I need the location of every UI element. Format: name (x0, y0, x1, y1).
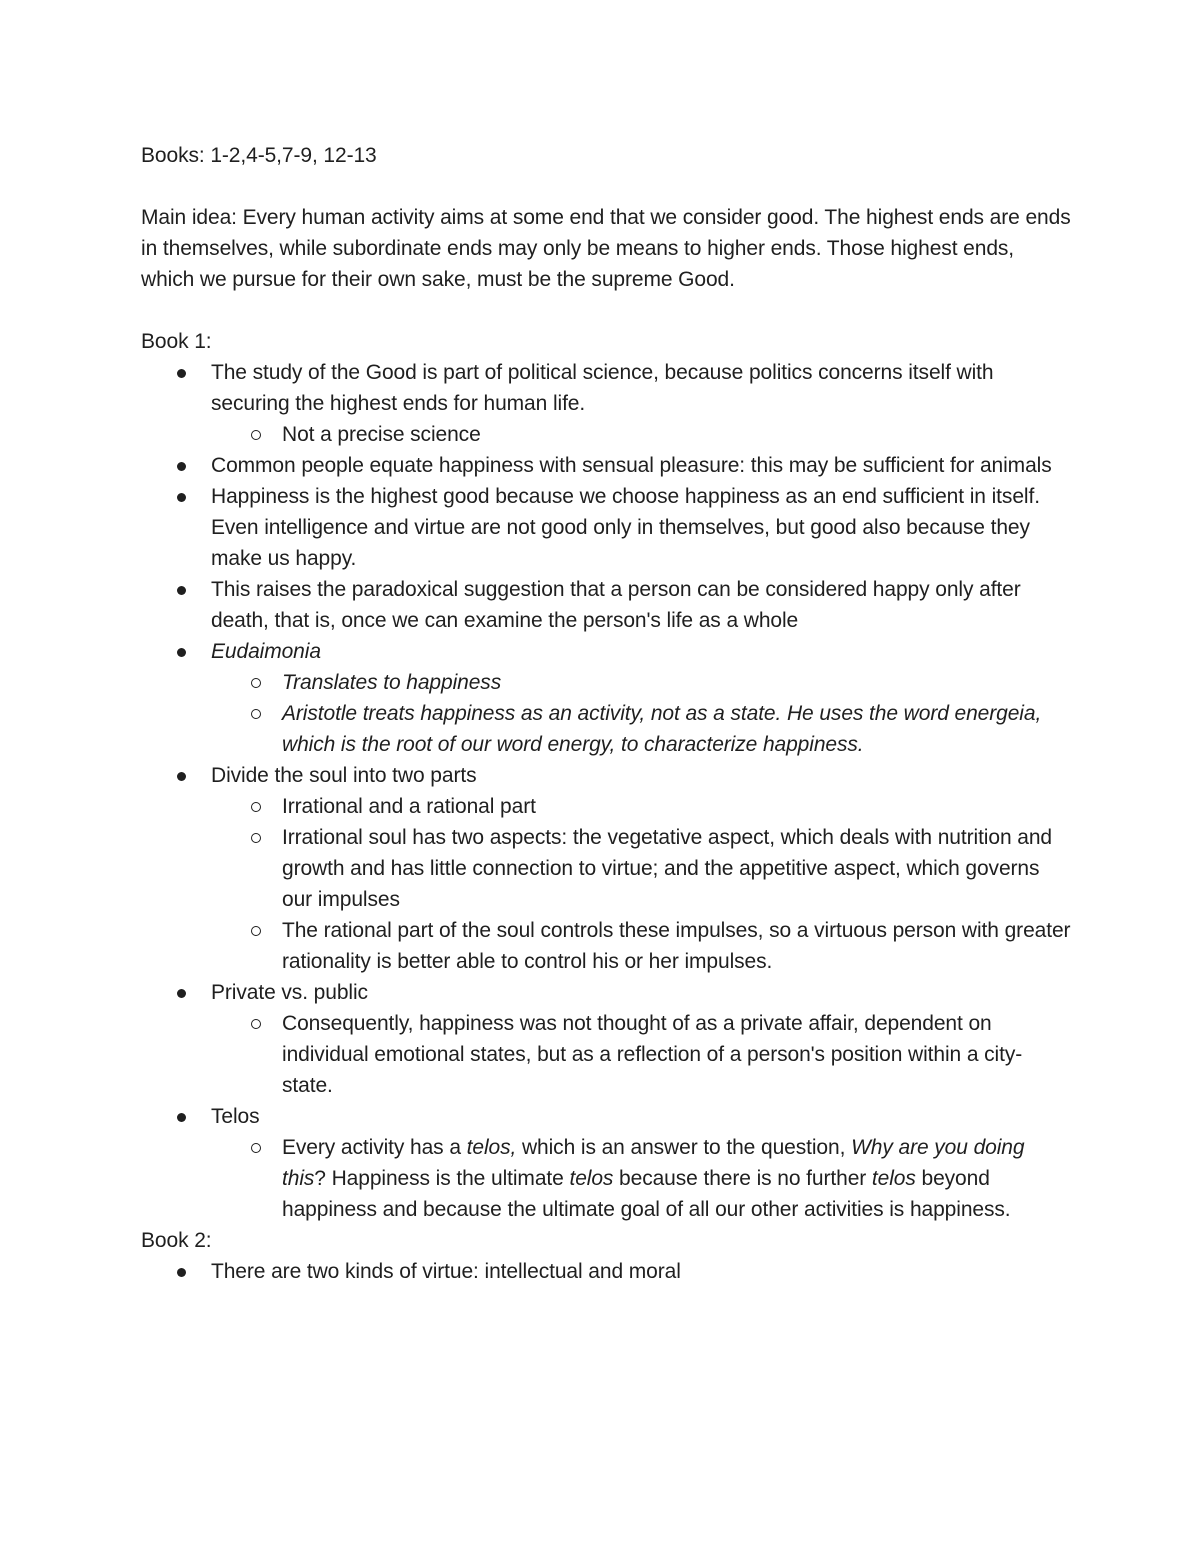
sub-list-item: Consequently, happiness was not thought of as a private affair, dependent on individual emotional states, but as a reflection of a person's position within a city-state. (282, 1008, 1071, 1101)
sub-list (211, 667, 1071, 760)
list-item: Private vs. public Consequently, happiness was not thought of as a private affair, dependent on individual emotional states, but as a reflection of a person's position within a city-state. (211, 977, 1071, 1101)
list-item: This raises the paradoxical suggestion that a person can be considered happy only after death, that is, once we can examine the person's life as a whole (211, 574, 1071, 636)
sub-list-item: Irrational and a rational part (282, 791, 1071, 822)
bullet-icon (177, 1268, 186, 1277)
list-item: The study of the Good is part of political science, because politics concerns itself with securing the highest ends for human life. Not a precise science (211, 357, 1071, 450)
sub-list (211, 791, 1071, 977)
sub-list-item: Every activity has a telos, which is an answer to the question, Why are you doing this? Happiness is the ultimate telos because there is no further telos beyond happiness and because the ultimate goal of all our other activities is happiness. (282, 1132, 1071, 1225)
spacer (141, 171, 1071, 202)
hollow-bullet-icon (251, 1143, 261, 1153)
bullet-icon (177, 586, 186, 595)
bullet-icon (177, 1113, 186, 1122)
list-item: Common people equate happiness with sensual pleasure: this may be sufficient for animals (211, 450, 1071, 481)
bullet-icon (177, 772, 186, 781)
document-page (141, 140, 1071, 1287)
hollow-bullet-icon (251, 1019, 261, 1029)
main-idea: Main idea: Every human activity aims at some end that we consider good. The highest ends are ends in themselves, while subordinate ends may only be means to higher ends. Those highest ends, which we pursue for their own sake, must be the supreme Good. (141, 206, 1071, 291)
sub-list (211, 1132, 1071, 1225)
bullet-icon (177, 989, 186, 998)
bullet-icon (177, 462, 186, 471)
hollow-bullet-icon (251, 430, 261, 440)
hollow-bullet-icon (251, 709, 261, 719)
list-item: Happiness is the highest good because we choose happiness as an end sufficient in itself. Even intelligence and virtue are not good only in themselves, but good also because they make us happy. (211, 481, 1071, 574)
sub-list (211, 1008, 1071, 1101)
book2-heading: Book 2: (141, 1229, 212, 1252)
books-line: Books: 1-2,4-5,7-9, 12-13 (141, 144, 377, 167)
sub-list-item: The rational part of the soul controls these impulses, so a virtuous person with greater rationality is better able to control his or her impulses. (282, 915, 1071, 977)
bullet-icon (177, 493, 186, 502)
sub-list-item: Aristotle treats happiness as an activity, not as a state. He uses the word energeia, which is the root of our word energy, to characterize happiness. (282, 698, 1071, 760)
list-item: Telos Every activity has a telos, which is an answer to the question, Why are you doing this? Happiness is the ultimate telos because there is no further telos beyond happiness and because the ultimate goal of all our other activities is happiness. (211, 1101, 1071, 1225)
list-item: Divide the soul into two parts Irrational and a rational part Irrational soul has two aspects: the vegetative aspect, which deals with nutrition and growth and has little connection to virtue; and the appetitive aspect, which governs our impulses The rational part of the soul controls these impulses, so a virtuous person with greater rationality is better able to control his or her impulses. (211, 760, 1071, 977)
sub-list-item: Irrational soul has two aspects: the vegetative aspect, which deals with nutrition and growth and has little connection to virtue; and the appetitive aspect, which governs our impulses (282, 822, 1071, 915)
bullet-icon (177, 369, 186, 378)
book1-heading: Book 1: (141, 330, 212, 353)
sub-list-item: Not a precise science (282, 419, 1071, 450)
hollow-bullet-icon (251, 678, 261, 688)
list-item: There are two kinds of virtue: intellectual and moral (211, 1256, 1071, 1287)
spacer (141, 295, 1071, 326)
book1-list (141, 357, 1071, 1225)
bullet-icon (177, 648, 186, 657)
list-item: Eudaimonia Translates to happiness Aristotle treats happiness as an activity, not as a state. He uses the word energeia, which is the root of our word energy, to characterize happiness. (211, 636, 1071, 760)
hollow-bullet-icon (251, 802, 261, 812)
sub-list (211, 419, 1071, 450)
sub-list-item: Translates to happiness (282, 667, 1071, 698)
book2-list (141, 1256, 1071, 1287)
hollow-bullet-icon (251, 833, 261, 843)
hollow-bullet-icon (251, 926, 261, 936)
